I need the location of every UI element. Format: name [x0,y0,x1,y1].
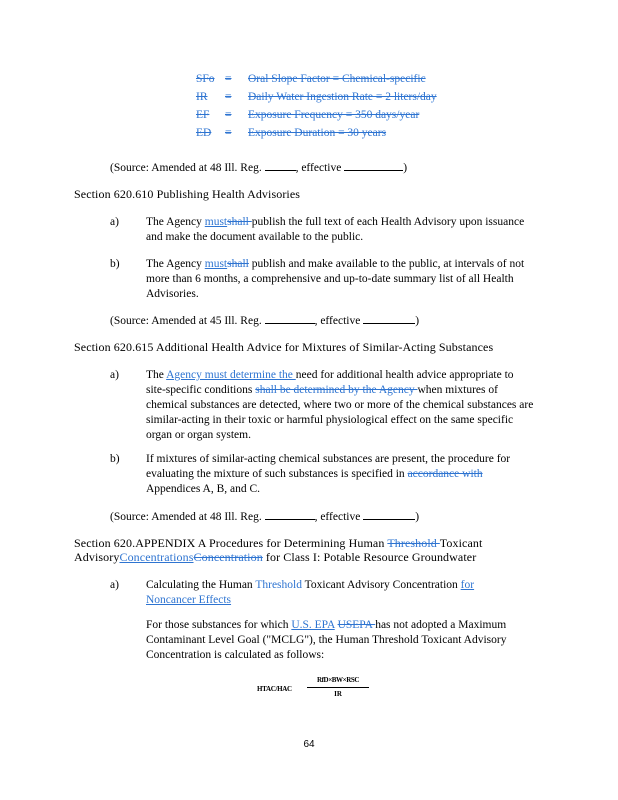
definition-text-3: Exposure Frequency = 350 days/year [248,109,420,121]
definition-text-4: Exposure Duration = 30 years [248,127,387,139]
definition-text-1: Oral Slope Factor = Chemical-specific [248,73,426,85]
definition-sym-3: EF [196,109,210,121]
sec615-b-label: b) [110,453,120,465]
htac-formula [257,676,369,708]
sec610-a-label: a) [110,216,119,228]
definition-eq-2: = [225,91,232,103]
appendix-a-item-label: a) [110,579,119,591]
definition-eq-3: = [225,109,232,121]
definition-sym-2: IR [196,91,208,103]
sec610-b-text: The Agency mustshall publish and make available to the public, at intervals of not more than 6 months, a comprehensive and up-to-date summary list of all Health Advisories. [146,258,525,300]
definition-eq-4: = [225,127,232,139]
sec615-a-text: The Agency must determine the need for additional health advice appropriate to site-specific conditions shall be determined by the Agency when mixtures of chemical substances are detected, where two or more of the chemical substances are similar-acting in their toxic or harmful physiological effect on the same specific organ or organ system. [146,369,534,441]
formula-fraction-bar [307,687,369,688]
appendix-a-title-line2: AdvisoryConcentrationsConcentration for Class I: Potable Resource Groundwater [74,550,477,564]
sec615-a-label: a) [110,369,119,381]
sec615-b-text: If mixtures of similar-acting chemical substances are present, the procedure for evaluating the mixture of such substances is specified in accordance with Appendices A, B, and C. [146,453,511,495]
appendix-a-paragraph: For those substances for which U.S. EPA USEPA has not adopted a Maximum Contaminant Level Goal ("MCLG"), the Human Threshold Toxicant Advisory Concentration is calculated as follows: [146,619,507,661]
sec610-a-text: The Agency mustshall publish the full text of each Health Advisory upon issuance and make the document available to the public. [146,216,525,243]
formula-denominator: IR [334,690,342,698]
formula-numerator: RfD×BW×RSC [316,676,360,684]
source-note-2: (Source: Amended at 45 Ill. Reg. , effective ) [110,312,419,329]
page-number: 64 [303,739,315,750]
appendix-a-item-text: Calculating the Human Threshold Toxicant Advisory Concentration for Noncancer Effects [146,579,475,606]
definition-text-2: Daily Water Ingestion Rate = 2 liters/day [248,91,437,103]
section-610-title: Section 620.610 Publishing Health Advisories [74,187,301,201]
sec610-b-label: b) [110,258,120,270]
appendix-a-title-line1: Section 620.APPENDIX A Procedures for Determining Human Threshold Toxicant [74,536,483,550]
definition-sym-4: ED [196,127,212,139]
definition-eq-1: = [225,73,232,85]
formula-lhs: HTAC/HAC [257,685,292,693]
source-note-3: (Source: Amended at 48 Ill. Reg. , effective ) [110,508,419,525]
section-615-title: Section 620.615 Additional Health Advice for Mixtures of Similar-Acting Substances [74,340,494,354]
source-note-1: (Source: Amended at 48 Ill. Reg. , effective ) [110,159,407,176]
definition-sym-1: SFo [196,73,215,85]
